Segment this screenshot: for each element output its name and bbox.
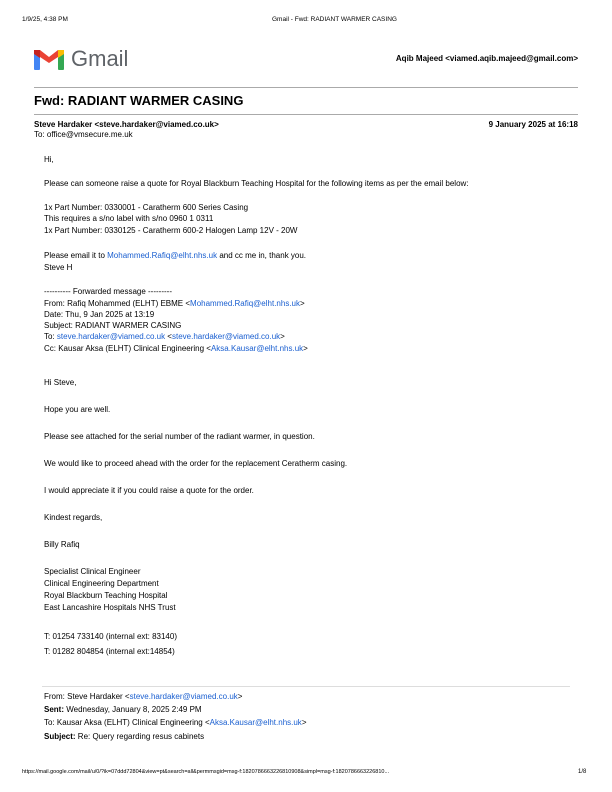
phone-line: T: 01254 733140 (internal ext: 83140): [44, 632, 177, 641]
text: >: [303, 344, 308, 353]
text: Wednesday, January 8, 2025 2:49 PM: [64, 705, 202, 714]
sender: Steve Hardaker <steve.hardaker@viamed.co.uk>: [34, 120, 219, 129]
quoted-from: [44, 692, 242, 702]
item-line: 1x Part Number: 0330001 - Caratherm 600 Series Casing: [44, 203, 249, 212]
text: Please email it to: [44, 251, 108, 260]
label: Subject:: [44, 732, 76, 741]
signature-line: Specialist Clinical Engineer: [44, 567, 141, 576]
paragraph: Hope you are well.: [44, 405, 111, 414]
signoff: Steve H: [44, 263, 73, 272]
fwd-subject: Subject: RADIANT WARMER CASING: [44, 321, 182, 330]
signature-name: Billy Rafiq: [44, 540, 80, 549]
email-instruction: [44, 251, 306, 261]
greeting: Hi,: [44, 155, 54, 164]
request-text: Please can someone raise a quote for Royal Blackburn Teaching Hospital for the following items as per the email below:: [44, 179, 469, 188]
fwd-to: [44, 332, 285, 342]
recipient: To: office@vmsecure.me.uk: [34, 130, 133, 139]
gmail-wordmark: Gmail: [71, 46, 129, 71]
print-datetime: 1/9/25, 4:38 PM: [22, 16, 68, 23]
quoted-subject: [44, 732, 204, 742]
item-note: This requires a s/no label with s/no 0960 1 0311: [44, 214, 214, 223]
email-link[interactable]: steve.hardaker@viamed.co.uk: [56, 332, 166, 341]
text: >: [237, 692, 243, 701]
signature-line: Clinical Engineering Department: [44, 579, 159, 588]
email-link[interactable]: steve.hardaker@viamed.co.uk: [129, 692, 238, 701]
text: From: Rafiq Mohammed (ELHT) EBME <: [44, 299, 191, 308]
text: To:: [44, 332, 57, 341]
gmail-m-icon: [34, 48, 64, 70]
account-identity: Aqib Majeed <viamed.aqib.majeed@gmail.com>: [395, 54, 578, 63]
forwarded-separator: ---------- Forwarded message ---------: [44, 287, 172, 296]
label: Sent:: [44, 705, 64, 714]
email-link[interactable]: steve.hardaker@viamed.co.uk: [171, 332, 281, 341]
text: Re: Query regarding resus cabinets: [75, 732, 205, 741]
quoted-sent: [44, 705, 202, 715]
fwd-date: Date: Thu, 9 Jan 2025 at 13:19: [44, 310, 155, 319]
page-number: 1/8: [578, 769, 587, 775]
fwd-greeting: Hi Steve,: [44, 378, 77, 387]
print-url: https://mail.google.com/mail/u/0/?ik=07ddd72804&view=pt&search=all&permmsgid=msg-f:1820786663226810908&simpl=msg-f:1820786663226810...: [22, 769, 390, 775]
text: >: [301, 718, 307, 727]
email-date: 9 January 2025 at 16:18: [488, 120, 578, 129]
text: >: [300, 299, 305, 308]
signature-line: East Lancashire Hospitals NHS Trust: [44, 603, 176, 612]
text: >: [280, 332, 285, 341]
fwd-from: [44, 299, 305, 309]
text: and cc me in, thank you.: [217, 251, 307, 260]
email-subject: Fwd: RADIANT WARMER CASING: [34, 93, 244, 108]
signature-line: Royal Blackburn Teaching Hospital: [44, 591, 168, 600]
paragraph: Please see attached for the serial number of the radiant warmer, in question.: [44, 432, 315, 441]
email-link[interactable]: Mohammed.Rafiq@elht.nhs.uk: [190, 299, 300, 308]
text: <: [165, 332, 172, 341]
email-link[interactable]: Aksa.Kausar@elht.nhs.uk: [210, 344, 304, 353]
quoted-to: [44, 718, 306, 728]
email-link[interactable]: Aksa.Kausar@elht.nhs.uk: [209, 718, 302, 727]
text: Cc: Kausar Aksa (ELHT) Clinical Engineering <: [44, 344, 211, 353]
email-link[interactable]: Mohammed.Rafiq@elht.nhs.uk: [107, 251, 218, 260]
phone-line: T: 01282 804854 (internal ext:14854): [44, 647, 175, 656]
text: From: Steve Hardaker <: [44, 692, 130, 701]
fwd-cc: [44, 344, 308, 354]
text: To: Kausar Aksa (ELHT) Clinical Engineering <: [44, 718, 210, 727]
item-line: 1x Part Number: 0330125 - Caratherm 600-2 Halogen Lamp 12V - 20W: [44, 226, 298, 235]
gmail-logo: [34, 46, 128, 72]
print-title: Gmail - Fwd: RADIANT WARMER CASING: [272, 16, 397, 23]
paragraph: I would appreciate it if you could raise a quote for the order.: [44, 486, 254, 495]
closing: Kindest regards,: [44, 513, 103, 522]
paragraph: We would like to proceed ahead with the order for the replacement Ceratherm casing.: [44, 459, 348, 468]
